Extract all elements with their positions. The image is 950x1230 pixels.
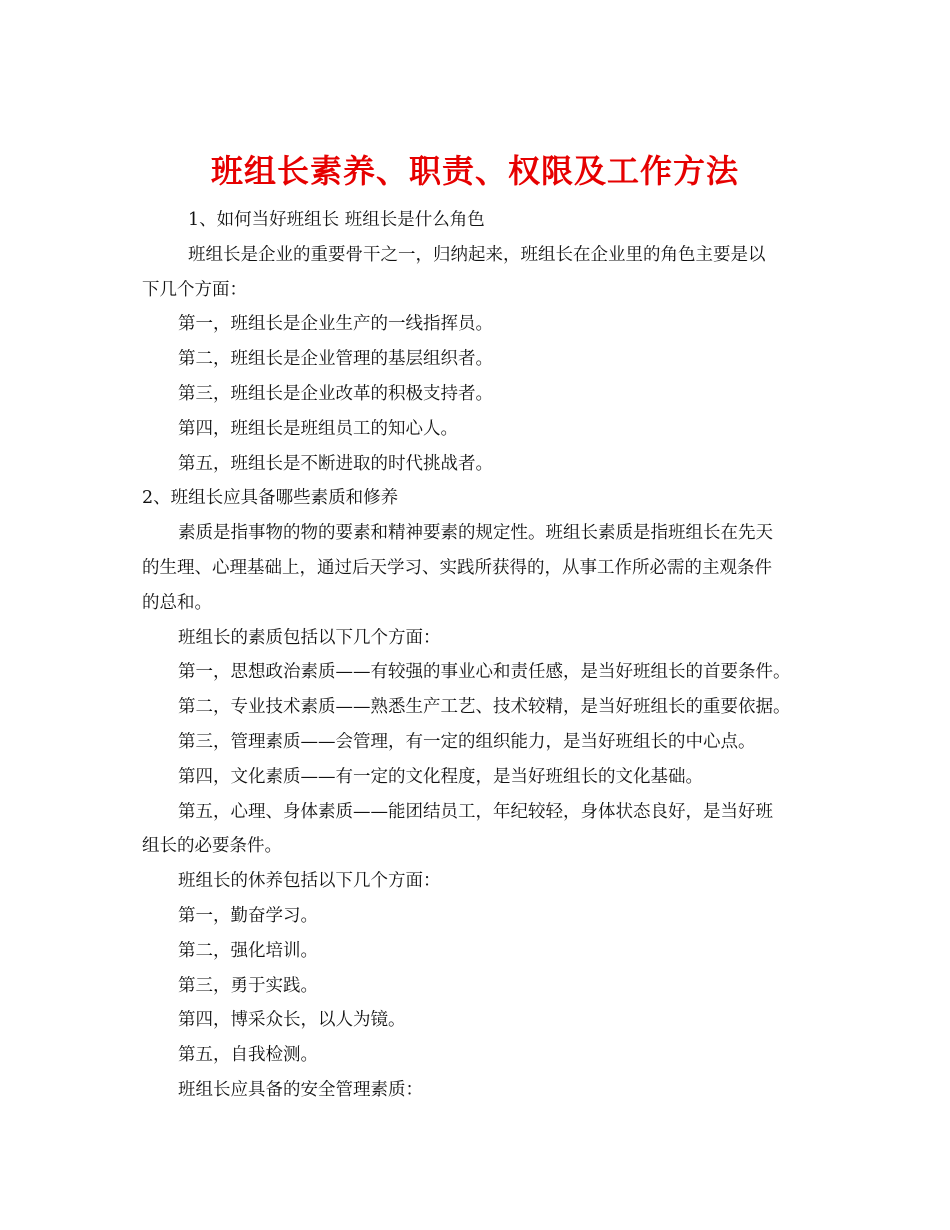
list-item: 第五，班组长是不断进取的时代挑战者。 (178, 453, 493, 474)
paragraph-line: 班组长应具备的安全管理素质： (178, 1079, 423, 1100)
document-body (142, 203, 810, 1108)
paragraph-line: 下几个方面： (142, 279, 247, 300)
list-item: 第一，思想政治素质——有较强的事业心和责任感，是当好班组长的首要条件。 (178, 662, 791, 683)
paragraph-line: 班组长是企业的重要骨干之一，归纳起来，班组长在企业里的角色主要是以 (188, 244, 766, 265)
list-item-continuation: 组长的必要条件。 (142, 836, 282, 857)
paragraph-line: 的总和。 (142, 592, 212, 613)
list-item: 第三，管理素质——会管理，有一定的组织能力，是当好班组长的中心点。 (178, 731, 756, 752)
list-item: 第五，心理、身体素质——能团结员工，年纪较轻，身体状态良好，是当好班 (178, 801, 773, 822)
paragraph-line: 班组长的休养包括以下几个方面： (178, 871, 441, 892)
document-title: 班组长素养、职责、权限及工作方法 (210, 152, 739, 191)
list-item: 第一，班组长是企业生产的一线指挥员。 (178, 314, 493, 335)
paragraph-line: 素质是指事物的物的要素和精神要素的规定性。班组长素质是指班组长在先天 (178, 523, 773, 544)
list-item: 第五，自我检测。 (178, 1045, 318, 1066)
list-item: 第三，班组长是企业改革的积极支持者。 (178, 383, 493, 404)
list-item: 第四，博采众长，以人为镜。 (178, 1010, 406, 1031)
section-heading-1: 1、如何当好班组长 班组长是什么角色 (188, 210, 485, 230)
list-item: 第四，文化素质——有一定的文化程度，是当好班组长的文化基础。 (178, 766, 703, 787)
list-item: 第二，强化培训。 (178, 940, 318, 961)
list-item: 第二，专业技术素质——熟悉生产工艺、技术较精，是当好班组长的重要依据。 (178, 697, 791, 718)
list-item: 第四，班组长是班组员工的知心人。 (178, 418, 458, 439)
list-item: 第二，班组长是企业管理的基层组织者。 (178, 349, 493, 370)
list-item: 第三，勇于实践。 (178, 975, 318, 996)
section-heading-2: 2、班组长应具备哪些素质和修养 (142, 488, 399, 509)
list-item: 第一，勤奋学习。 (178, 905, 318, 926)
paragraph-line: 班组长的素质包括以下几个方面： (178, 627, 441, 648)
paragraph-line: 的生理、心理基础上，通过后天学习、实践所获得的，从事工作所必需的主观条件 (142, 557, 772, 578)
